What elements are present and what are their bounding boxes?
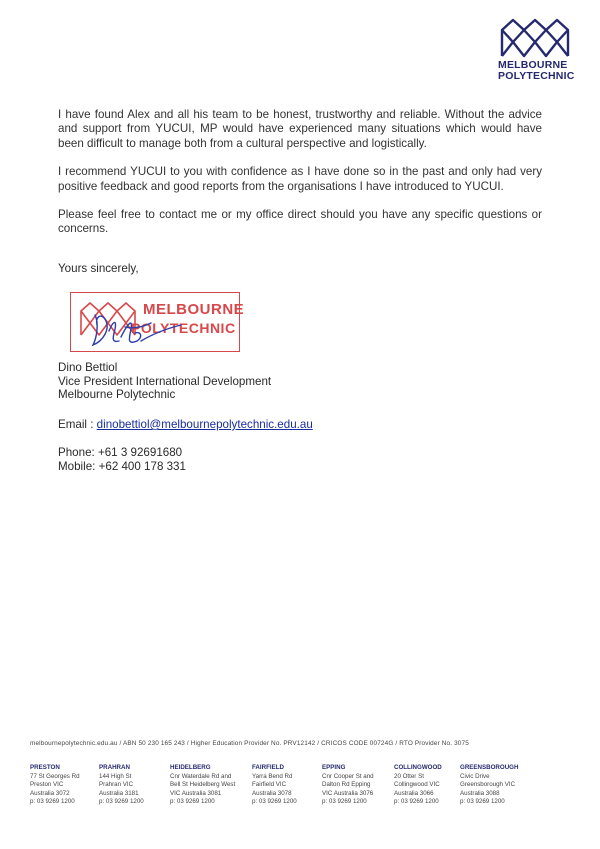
mobile-number: Mobile: +62 400 178 331 xyxy=(58,459,186,473)
signatory-name: Dino Bettiol xyxy=(58,361,118,374)
signatory-organisation: Melbourne Polytechnic xyxy=(58,388,176,401)
campus-address-2: Fairfield VIC xyxy=(252,781,287,789)
logo-line2: POLYTECHNIC xyxy=(498,70,575,82)
campus-address-1: Cnr Cooper St and xyxy=(322,772,374,780)
campus-name: HEIDELBERG xyxy=(170,764,211,771)
campus-address-1: Civic Drive xyxy=(460,772,490,780)
signatory-title: Vice President International Development xyxy=(58,374,272,388)
campus-address-1: 20 Otter St xyxy=(394,772,424,780)
footer-registration-line: melbournepolytechnic.edu.au / ABN 50 230 165 243 / Higher Education Provider No. PRV12142 / CRICOS CODE 00724G / RTO Provider No. 3075 xyxy=(30,740,469,747)
campus-phone: p: 03 9269 1200 xyxy=(99,798,144,806)
campus-name: EPPING xyxy=(322,764,346,771)
campus-name: PRESTON xyxy=(30,764,60,771)
campus-address-3: Australia 3181 xyxy=(99,789,139,797)
stamp-line2: POLYTECHNIC xyxy=(131,320,236,336)
campus-address-3: VIC Australia 3076 xyxy=(322,789,374,797)
campus-fairfield xyxy=(252,764,322,807)
campus-address-2: Bell St Heidelberg West xyxy=(170,781,236,789)
campus-phone: p: 03 9269 1200 xyxy=(170,798,215,806)
campus-address-3: Australia 3066 xyxy=(394,789,434,797)
campus-name: PRAHRAN xyxy=(99,764,130,771)
handwritten-signature-icon xyxy=(81,307,201,351)
polytechnic-mark-icon xyxy=(500,18,572,58)
stamp-line1: MELBOURNE xyxy=(143,301,245,318)
campus-phone: p: 03 9269 1200 xyxy=(460,798,505,806)
campus-address-2: Prahran VIC xyxy=(99,781,134,789)
phone-block xyxy=(58,446,186,473)
campus-name: GREENSBOROUGH xyxy=(460,764,519,771)
phone-number: Phone: +61 3 92691680 xyxy=(58,446,183,459)
campus-address-3: Australia 3088 xyxy=(460,789,500,797)
email-link[interactable]: dinobettiol@melbournepolytechnic.edu.au xyxy=(96,418,313,431)
campus-phone: p: 03 9269 1200 xyxy=(394,798,439,806)
campus-list xyxy=(30,764,530,807)
campus-phone: p: 03 9269 1200 xyxy=(322,798,367,806)
campus-name: COLLINGWOOD xyxy=(394,764,442,771)
campus-address-1: Cnr Waterdale Rd and xyxy=(170,772,232,780)
campus-name: FAIRFIELD xyxy=(252,764,284,771)
campus-address-2: Collingwood VIC xyxy=(394,781,440,789)
paragraph-2: I recommend YUCUI to you with confidence as I have done so in the past and only had very positive feedback and good reports from the organisations I have introduced to YUCUI. xyxy=(58,165,542,193)
campus-prahran xyxy=(99,764,170,807)
closing: Yours sincerely, xyxy=(58,262,139,275)
campus-collingwood xyxy=(394,764,460,807)
paragraph-1: I have found Alex and all his team to be honest, trustworthy and reliable. Without the advice and support from YUCUI, MP would have experienced many situations which would have been difficult to manage both from a cultural perspective and logistically. xyxy=(58,108,542,150)
melbourne-polytechnic-logo xyxy=(498,18,588,82)
campus-heidelberg xyxy=(170,764,252,807)
campus-address-2: Dalton Rd Epping xyxy=(322,781,371,789)
campus-address-1: 144 High St xyxy=(99,772,132,780)
logo-line1: MELBOURNE xyxy=(498,59,568,71)
campus-address-1: Yarra Bend Rd xyxy=(252,772,293,780)
campus-address-3: Australia 3072 xyxy=(30,789,70,797)
campus-epping xyxy=(322,764,394,807)
campus-preston xyxy=(30,764,99,807)
paragraph-3: Please feel free to contact me or my office direct should you have any specific questions or concerns. xyxy=(58,208,542,236)
campus-address-3: Australia 3078 xyxy=(252,789,292,797)
signature-stamp xyxy=(70,292,245,352)
campus-phone: p: 03 9269 1200 xyxy=(252,798,297,806)
campus-greensborough xyxy=(460,764,530,807)
signatory-block xyxy=(58,361,271,402)
campus-address-1: 77 St Georges Rd xyxy=(30,772,80,780)
email-row xyxy=(58,418,313,431)
email-label: Email : xyxy=(58,418,94,431)
letter-body xyxy=(58,108,542,251)
campus-address-2: Greensborough VIC xyxy=(460,781,516,789)
campus-address-3: VIC Australia 3081 xyxy=(170,789,222,797)
campus-address-2: Preston VIC xyxy=(30,781,64,789)
campus-phone: p: 03 9269 1200 xyxy=(30,798,75,806)
